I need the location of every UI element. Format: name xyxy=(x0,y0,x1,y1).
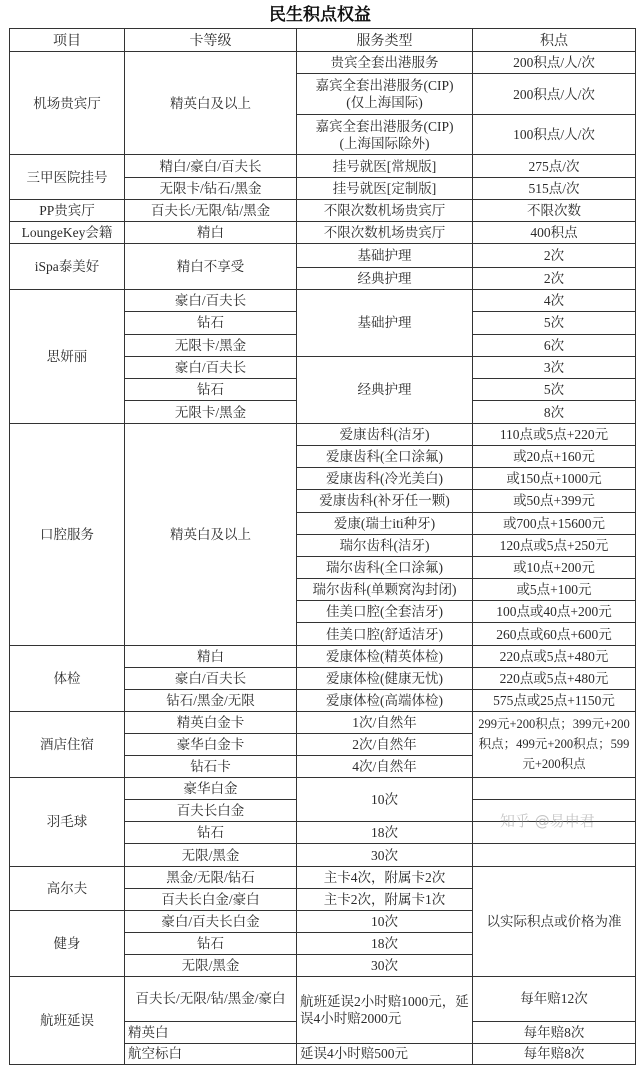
table-cell: 佳美口腔(全套洁牙) xyxy=(297,601,473,623)
table-cell: 或10点+200元 xyxy=(473,556,636,578)
table-cell: 30次 xyxy=(297,844,473,866)
table-cell: 不限次数 xyxy=(473,200,636,222)
table-cell: 275点/次 xyxy=(473,155,636,178)
table-row xyxy=(10,200,636,222)
table-cell: 羽毛球 xyxy=(10,777,125,866)
benefits-table xyxy=(9,28,636,1065)
table-cell: 2次 xyxy=(473,244,636,268)
table-cell: 4次 xyxy=(473,290,636,312)
table-cell: 5次 xyxy=(473,379,636,401)
table-cell: 经典护理 xyxy=(297,268,473,290)
table-row xyxy=(10,711,636,733)
table-cell: 钻石 xyxy=(125,379,297,401)
table-cell xyxy=(473,777,636,799)
table-cell: 精白 xyxy=(125,645,297,667)
table-cell: iSpa泰美好 xyxy=(10,244,125,290)
table-cell: PP贵宾厅 xyxy=(10,200,125,222)
table-cell: 每年赔12次 xyxy=(473,976,636,1021)
table-cell: 或700点+15600元 xyxy=(473,512,636,534)
column-header: 服务类型 xyxy=(297,29,473,52)
table-cell: 或20点+160元 xyxy=(473,445,636,467)
table-cell: 爱康体检(健康无忧) xyxy=(297,667,473,689)
table-cell: 精英白及以上 xyxy=(125,52,297,155)
table-cell: 18次 xyxy=(297,932,473,954)
table-cell xyxy=(473,799,636,821)
table-cell: 200积点/人/次 xyxy=(473,74,636,115)
table-cell: 瑞尔齿科(洁牙) xyxy=(297,534,473,556)
column-header: 卡等级 xyxy=(125,29,297,52)
table-cell: 515点/次 xyxy=(473,178,636,200)
table-cell: 400积点 xyxy=(473,222,636,244)
table-cell: 100积点/人/次 xyxy=(473,115,636,155)
table-cell: 酒店住宿 xyxy=(10,711,125,777)
table-cell: 挂号就医[定制版] xyxy=(297,178,473,200)
table-cell: 575点或25点+1150元 xyxy=(473,689,636,711)
column-header: 积点 xyxy=(473,29,636,52)
table-cell: 豪白/百夫长 xyxy=(125,667,297,689)
table-cell: 嘉宾全套出港服务(CIP) (上海国际除外) xyxy=(297,115,473,155)
table-row xyxy=(10,290,636,312)
table-cell: 主卡2次，附属卡1次 xyxy=(297,888,473,910)
table-cell: 220点或5点+480元 xyxy=(473,645,636,667)
table-cell: 无限卡/黑金 xyxy=(125,401,297,423)
column-header: 项目 xyxy=(10,29,125,52)
table-cell: 200积点/人/次 xyxy=(473,52,636,74)
table-row xyxy=(10,866,636,888)
table-cell: 钻石卡 xyxy=(125,755,297,777)
table-cell: 思妍丽 xyxy=(10,290,125,424)
table-cell: 高尔夫 xyxy=(10,866,125,910)
table-cell: 精白不享受 xyxy=(125,244,297,290)
table-cell: 机场贵宾厅 xyxy=(10,52,125,155)
table-row xyxy=(10,222,636,244)
table-cell: 爱康齿科(冷光美白) xyxy=(297,468,473,490)
table-cell: 健身 xyxy=(10,910,125,976)
table-cell: 航班延误2小时赔1000元，延误4小时赔2000元 xyxy=(297,976,473,1043)
table-cell: 贵宾全套出港服务 xyxy=(297,52,473,74)
table-row xyxy=(10,976,636,1021)
table-cell: 瑞尔齿科(单颗窝沟封闭) xyxy=(297,579,473,601)
table-cell: 钻石/黑金/无限 xyxy=(125,689,297,711)
table-cell: 百夫长/无限/钻/黑金/豪白 xyxy=(125,976,297,1021)
table-header-row xyxy=(10,29,636,52)
table-cell: 百夫长白金/豪白 xyxy=(125,888,297,910)
table-cell: 爱康齿科(洁牙) xyxy=(297,423,473,445)
table-row xyxy=(10,244,636,268)
table-cell: 无限卡/黑金 xyxy=(125,334,297,356)
table-cell: 100点或40点+200元 xyxy=(473,601,636,623)
table-cell: 豪白/百夫长 xyxy=(125,290,297,312)
table-cell: 嘉宾全套出港服务(CIP) (仅上海国际) xyxy=(297,74,473,115)
table-cell: 或5点+100元 xyxy=(473,579,636,601)
table-cell: 钻石 xyxy=(125,932,297,954)
table-row xyxy=(10,423,636,445)
table-cell: 8次 xyxy=(473,401,636,423)
table-cell: 或150点+1000元 xyxy=(473,468,636,490)
table-cell: 每年赔8次 xyxy=(473,1043,636,1064)
table-cell xyxy=(473,822,636,844)
table-cell: 航班延误 xyxy=(10,976,125,1064)
table-cell: 豪白/百夫长 xyxy=(125,356,297,378)
table-cell: 钻石 xyxy=(125,312,297,334)
table-cell: 爱康(瑞士iti种牙) xyxy=(297,512,473,534)
table-cell: 220点或5点+480元 xyxy=(473,667,636,689)
table-cell: 挂号就医[常规版] xyxy=(297,155,473,178)
table-row xyxy=(10,645,636,667)
table-cell: 三甲医院挂号 xyxy=(10,155,125,200)
table-cell: 无限/黑金 xyxy=(125,954,297,976)
table-cell: LoungeKey会籍 xyxy=(10,222,125,244)
table-cell xyxy=(473,844,636,866)
table-cell: 口腔服务 xyxy=(10,423,125,645)
table-cell: 4次/自然年 xyxy=(297,755,473,777)
table-cell: 精白/豪白/百夫长 xyxy=(125,155,297,178)
table-cell: 豪华白金卡 xyxy=(125,733,297,755)
watermark: 知乎 @易申君 xyxy=(500,812,595,830)
table-cell: 佳美口腔(舒适洁牙) xyxy=(297,623,473,645)
table-cell: 百夫长/无限/钻/黑金 xyxy=(125,200,297,222)
table-cell: 无限/黑金 xyxy=(125,844,297,866)
table-cell: 爱康齿科(补牙任一颗) xyxy=(297,490,473,512)
table-cell: 10次 xyxy=(297,910,473,932)
table-cell: 110点或5点+220元 xyxy=(473,423,636,445)
table-cell: 爱康体检(高端体检) xyxy=(297,689,473,711)
table-cell: 瑞尔齿科(全口涂氟) xyxy=(297,556,473,578)
table-cell: 钻石 xyxy=(125,822,297,844)
table-cell: 基础护理 xyxy=(297,290,473,357)
table-row xyxy=(10,777,636,799)
table-cell: 精英白及以上 xyxy=(125,423,297,645)
table-cell: 以实际积点或价格为准 xyxy=(473,866,636,976)
table-cell: 精英白金卡 xyxy=(125,711,297,733)
table-cell: 每年赔8次 xyxy=(473,1021,636,1043)
table-cell: 或50点+399元 xyxy=(473,490,636,512)
table-row xyxy=(10,52,636,74)
table-cell: 30次 xyxy=(297,954,473,976)
table-cell: 经典护理 xyxy=(297,356,473,423)
table-cell: 3次 xyxy=(473,356,636,378)
table-cell: 5次 xyxy=(473,312,636,334)
table-cell: 延误4小时赔500元 xyxy=(297,1043,473,1064)
table-cell: 黑金/无限/钻石 xyxy=(125,866,297,888)
table-cell: 不限次数机场贵宾厅 xyxy=(297,200,473,222)
table-cell: 精白 xyxy=(125,222,297,244)
table-cell: 爱康体检(精英体检) xyxy=(297,645,473,667)
table-cell: 10次 xyxy=(297,777,473,822)
table-cell: 豪华白金 xyxy=(125,777,297,799)
table-cell: 百夫长白金 xyxy=(125,799,297,821)
table-cell: 精英白 xyxy=(125,1021,297,1043)
table-cell: 299元+200积点；399元+200积点；499元+200积点；599元+200积点 xyxy=(473,711,636,777)
table-cell: 18次 xyxy=(297,822,473,844)
table-cell: 体检 xyxy=(10,645,125,711)
table-cell: 2次/自然年 xyxy=(297,733,473,755)
table-row xyxy=(10,155,636,178)
table-cell: 爱康齿科(全口涂氟) xyxy=(297,445,473,467)
table-cell: 6次 xyxy=(473,334,636,356)
page-title: 民生积点权益 xyxy=(269,5,371,25)
table-cell: 无限卡/钻石/黑金 xyxy=(125,178,297,200)
table-cell: 120点或5点+250元 xyxy=(473,534,636,556)
table-cell: 豪白/百夫长白金 xyxy=(125,910,297,932)
table-cell: 260点或60点+600元 xyxy=(473,623,636,645)
table-cell: 2次 xyxy=(473,268,636,290)
table-cell: 1次/自然年 xyxy=(297,711,473,733)
table-cell: 航空标白 xyxy=(125,1043,297,1064)
table-cell: 主卡4次，附属卡2次 xyxy=(297,866,473,888)
table-cell: 不限次数机场贵宾厅 xyxy=(297,222,473,244)
table-cell: 基础护理 xyxy=(297,244,473,268)
